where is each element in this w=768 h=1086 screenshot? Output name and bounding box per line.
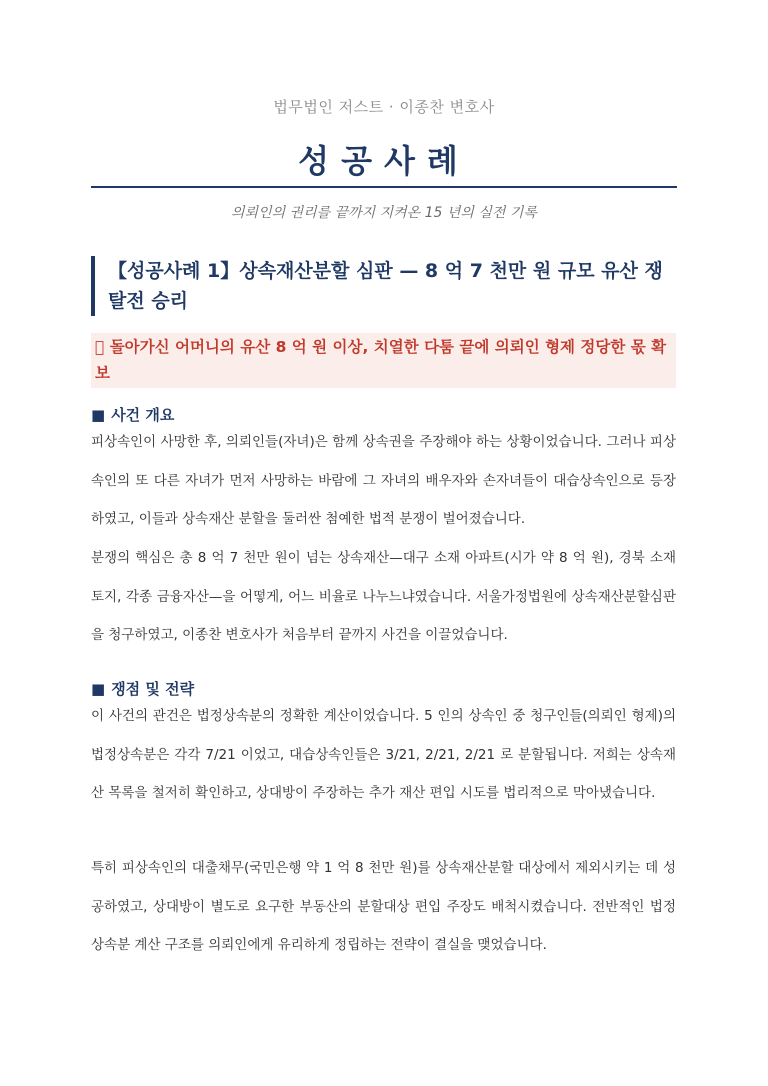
page-subtitle: 의뢰인의 권리를 끝까지 지켜온 15 년의 실전 기록 [231,205,537,221]
section-heading-strategy [91,678,194,699]
section-heading-label: 사건 개요 [111,406,175,424]
square-bullet-icon: ■ [91,406,106,424]
title-divider [91,186,677,188]
page-title: 성공사례 [298,142,470,180]
firm-name: 법무법인 저스트 · 이종찬 변호사 [273,98,495,116]
paragraph: 분쟁의 핵심은 총 8 억 7 천만 원이 넘는 상속재산—대구 소재 아파트(시가 약 8 억 원), 경북 소재 토지, 각종 금융자산—을 어떻게, 어느 비율로 나누느냐였습니다. 서울가정법원에 상속재산분할심판을 청구하였고, 이종찬 변호사가 처음부터 끝까지 사건을 이끌었습니다. [91,550,676,643]
square-bullet-icon: ■ [91,680,106,698]
paragraph: 특히 피상속인의 대출채무(국민은행 약 1 억 8 천만 원)를 상속재산분할 대상에서 제외시키는 데 성공하였고, 상대방이 별도로 요구한 부동산의 분할대상 편입 주장도 배척시켰습니다. 전반적인 법정상속분 계산 구조를 의뢰인에게 유리하게 정립하는 전략이 결실을 맺었습니다. [91,860,676,953]
section-heading-label: 쟁점 및 전략 [111,680,195,698]
paragraph: 이 사건의 관건은 법정상속분의 정확한 계산이었습니다. 5 인의 상속인 중 청구인들(의뢰인 형제)의 법정상속분은 각각 7/21 이었고, 대습상속인들은 3/21, 2/21, 2/21 로 분할됩니다. 저희는 상속재산 목록을 철저히 확인하고, 상대방이 주장하는 추가 재산 편입 시도를 법리적으로 막아냈습니다. [91,708,676,801]
paragraph: 피상속인이 사망한 후, 의뢰인들(자녀)은 함께 상속권을 주장해야 하는 상황이었습니다. 그러나 피상속인의 또 다른 자녀가 먼저 사망하는 바람에 그 자녀의 배우자와 손자녀들이 대습상속인으로 등장하였고, 이들과 상속재산 분할을 둘러싼 첨예한 법적 분쟁이 벌어졌습니다. [91,434,676,527]
case-title: 【성공사례 1】상속재산분할 심판 — 8 억 7 천만 원 규모 유산 쟁탈전 승리 [91,256,678,316]
case-highlight: 돌아가신 어머니의 유산 8 억 원 이상, 치열한 다툼 끝에 의뢰인 형제 정당한 몫 확보 [91,333,676,388]
section-heading-overview [91,404,174,425]
